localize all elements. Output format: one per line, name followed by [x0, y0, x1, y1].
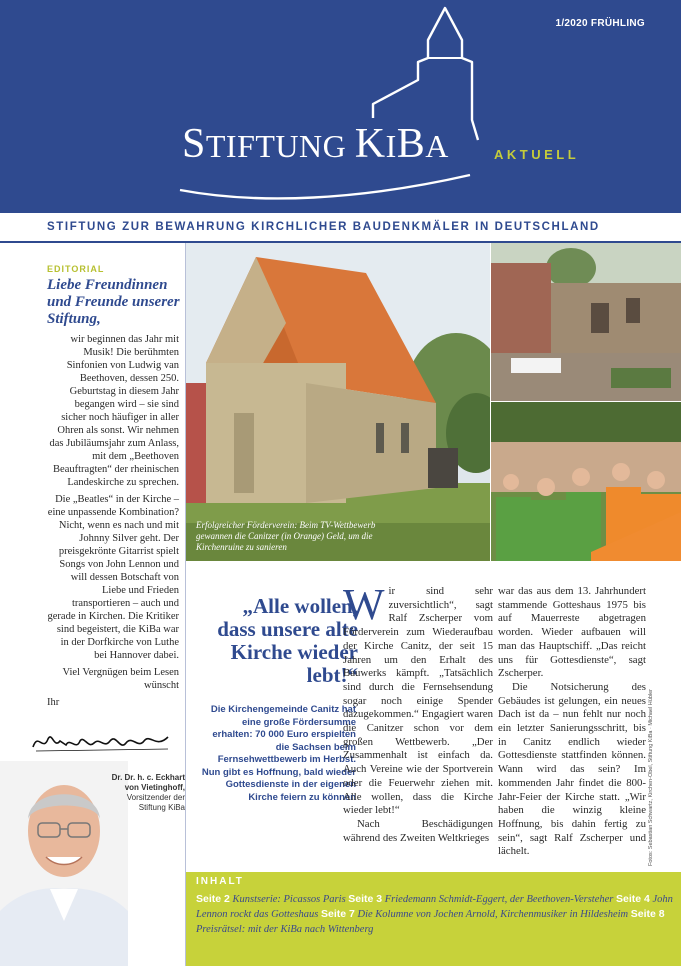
article-paragraph: war das aus dem 13. Jahrhundert stammende Gotteshaus 1975 bis auf Mauerreste abgetragen worden. Wieder aufbauen will man das Hauptschiff. „Das reicht uns für Gottesdienste“, sagt Zscherper.: [498, 585, 646, 680]
toc-item[interactable]: Kunstserie: Picassos Paris: [232, 894, 346, 905]
toc-page[interactable]: Seite 4: [616, 893, 650, 905]
editorial-paragraph: Viel Vergnügen beim Lesen wünscht: [62, 667, 179, 691]
feature-article: [186, 561, 681, 866]
author-caption: [110, 773, 185, 813]
article-paragraph: Nach Beschädigungen während des Zweiten Weltkrieges: [343, 817, 493, 844]
editorial-body: [47, 333, 179, 713]
ruin-photo: [491, 243, 681, 401]
photo-caption: Erfolgreicher Förderverein: Beim TV-Wettbewerb gewannen die Canitzer (in Orange) Geld, um die Kirchenruine zu sanieren: [196, 520, 376, 552]
editorial-sidebar: [0, 243, 186, 966]
editorial-heading: Liebe Freundinnen und Freunde unserer Stiftung,: [47, 277, 180, 327]
tagline: STIFTUNG ZUR BEWAHRUNG KIRCHLICHER BAUDENKMÄLER IN DEUTSCHLAND: [47, 221, 600, 233]
crowd-photo: [491, 402, 681, 561]
author-name: Dr. Dr. h. c. Eckhart von Vietinghoff,: [111, 773, 185, 792]
dropcap: W: [343, 580, 385, 629]
logo-aktuell: AKTUELL: [494, 147, 580, 162]
photo-credit: Fotos: Sebastian Schwartz, Kirchen-Obel, Stiftung KiBa · Michael Hübler: [648, 689, 654, 866]
author-role: Vorsitzender der Stiftung KiBa: [126, 793, 185, 812]
signature-icon: [28, 727, 178, 757]
toc-list: [196, 892, 674, 937]
toc-item[interactable]: Friedemann Schmidt-Eggert, der Beethoven-Versteher: [384, 894, 614, 905]
toc-item[interactable]: Die Kolumne von Jochen Arnold, Kirchenmusiker in Hildesheim: [357, 909, 629, 920]
editorial-label: EDITORIAL: [47, 264, 105, 274]
article-paragraph: ir sind sehr zuversichtlich“, sagt Ralf Zscherper vom Förderverein zum Wiederaufbau der Kirche Canitz, der seit 15 Jahren um den Erhalt des Bauwerks kämpft. „Tatsächlich sind durch die Fernsehsendung sogar noch einige Spender dazugekommen.“ Engagiert waren die Canitzer schon vor dem großen Wettbewerb. „Der Zusammenhalt ist einfach da. Auch Vereine wie der Sportverein oder die Feuerwehr ziehen mit. Alle wollen, dass die Kirche wieder lebt!“: [343, 585, 493, 817]
toc-page[interactable]: Seite 3: [348, 893, 383, 905]
article-headline: „Alle wollen, dass unsere alte Kirche wieder lebt!“: [217, 594, 358, 687]
article-column-1: [343, 580, 493, 845]
editorial-paragraph: wir beginnen das Jahr mit Musik! Die berühmten Sinfonien von Ludwig van Beethoven, dessen 250. Geburtstag in diesem Jahr begangen wird – sie sind sicher noch häufiger in aller Ohren als sonst. Wir nehmen das Jubiläumsjahr zum Anlass, mit dem „Beethoven Beauftragten“ der rheinischen Landeskirche zu sprechen.: [49, 334, 179, 488]
logo-wordmark: STIFTUNG KIBA: [182, 121, 449, 167]
issue-label: 1/2020 FRÜHLING: [555, 18, 645, 29]
tagline-bar: [0, 213, 681, 243]
toc-item[interactable]: Preisrätsel: mit der KiBa nach Wittenberg: [196, 924, 374, 935]
table-of-contents: [186, 872, 681, 966]
toc-label: INHALT: [196, 876, 244, 887]
toc-page[interactable]: Seite 7: [321, 908, 355, 920]
editorial-paragraph: Die „Beatles“ in der Kirche – eine unpassende Kombination? Nicht, wenn es nach und mit Johnny Silver geht. Der preisgekrönte Gitarrist spielt Songs von John Lennon und will dessen Botschaft von Liebe und Frieden transportieren – auch und gerade in Kirchen. Die Kritiker sind begeistert, die KiBa war in der Dorfkirche von Luthe bei Hannover dabei.: [47, 494, 179, 661]
article-column-2: [498, 585, 646, 859]
article-lead: Die Kirchengemeinde Canitz hat eine große Fördersumme erhalten: 70 000 Euro erspielten die Sachsen beim Fernsehwettbewerb im Herbst. Nun gibt es Hoffnung, bald wieder Gottesdienste in der eigenen Kirche feiern zu können: [201, 704, 356, 803]
toc-item[interactable]: John Lennon rockt das Gotteshaus: [196, 894, 673, 920]
church-photo: [186, 243, 490, 561]
toc-page[interactable]: Seite 2: [196, 893, 230, 905]
church-logo-icon: [0, 0, 681, 213]
editorial-paragraph: Ihr: [47, 697, 60, 708]
masthead: [0, 0, 681, 213]
article-paragraph: Die Notsicherung des Gebäudes ist gelungen, ein neues Dach ist da – nun fehlt nur noch ein letzter Sanierungsschritt, bis in Canitz endlich wieder Gottesdienste stattfinden können. Wann wird das sein? Im kommenden Jahr findet die 800-Jahr-Feier der Kirche statt. „Wir haben die winzig kleine Hoffnung, bis dahin fertig zu sein“, sagt Ralf Zscherper und lächelt.: [498, 680, 646, 858]
toc-page[interactable]: Seite 8: [630, 908, 665, 920]
author-portrait: [0, 761, 128, 966]
